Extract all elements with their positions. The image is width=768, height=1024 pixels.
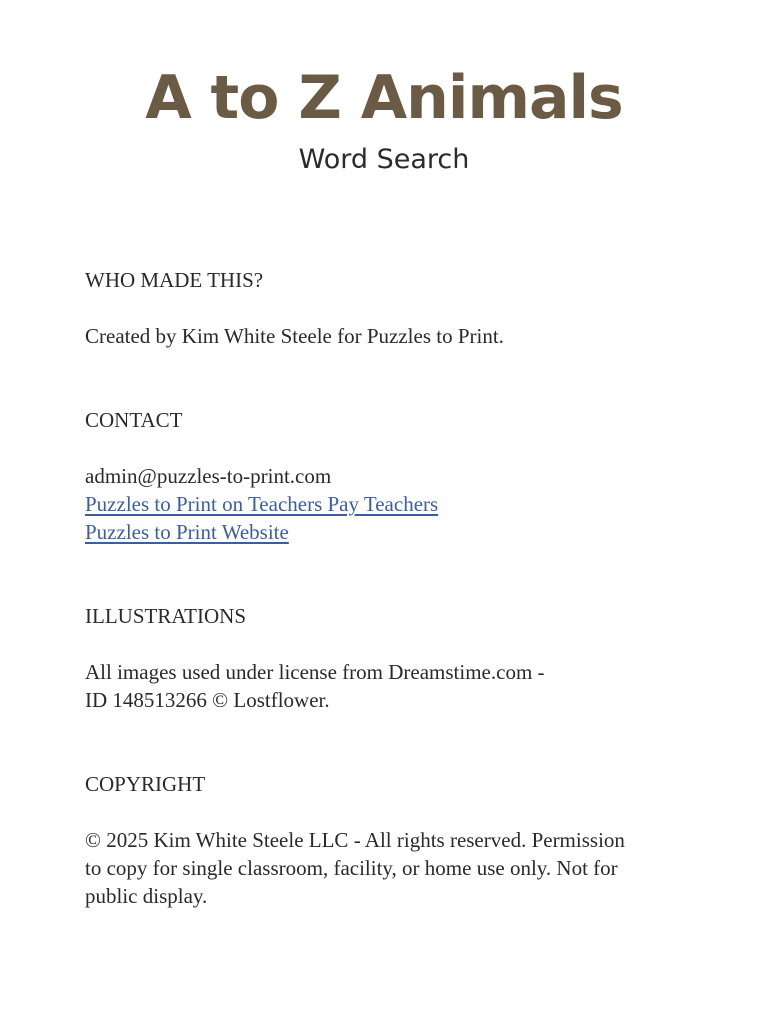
illustrations-body: [85, 658, 685, 714]
credits-content: [85, 266, 685, 910]
tpt-store-link[interactable]: Puzzles to Print on Teachers Pay Teachers: [85, 492, 439, 516]
section-heading-copyright: COPYRIGHT: [85, 772, 206, 796]
page-subtitle: Word Search: [298, 144, 470, 175]
section-who-made-this: [85, 266, 685, 350]
website-link[interactable]: Puzzles to Print Website: [85, 520, 289, 544]
copyright-body: [85, 826, 685, 910]
section-contact: [85, 406, 685, 546]
contact-body: [85, 462, 685, 546]
section-illustrations: [85, 602, 685, 714]
section-heading-illustrations: ILLUSTRATIONS: [85, 604, 246, 628]
illustrations-line-1: All images used under license from Dreamstime.com -: [85, 660, 545, 684]
spacer: [85, 714, 685, 770]
page-title: A to Z Animals: [145, 63, 623, 133]
copyright-line-1: © 2025 Kim White Steele LLC - All rights reserved. Permission: [85, 828, 625, 852]
illustrations-line-2: ID 148513266 © Lostflower.: [85, 688, 330, 712]
creator-text: Created by Kim White Steele for Puzzles to Print.: [85, 324, 504, 348]
spacer: [85, 350, 685, 406]
copyright-line-3: public display.: [85, 884, 208, 908]
section-heading-who: WHO MADE THIS?: [85, 268, 264, 292]
section-copyright: [85, 770, 685, 910]
section-heading-contact: CONTACT: [85, 408, 183, 432]
copyright-line-2: to copy for single classroom, facility, or home use only. Not for: [85, 856, 618, 880]
spacer: [85, 546, 685, 602]
contact-email: admin@puzzles-to-print.com: [85, 464, 332, 488]
